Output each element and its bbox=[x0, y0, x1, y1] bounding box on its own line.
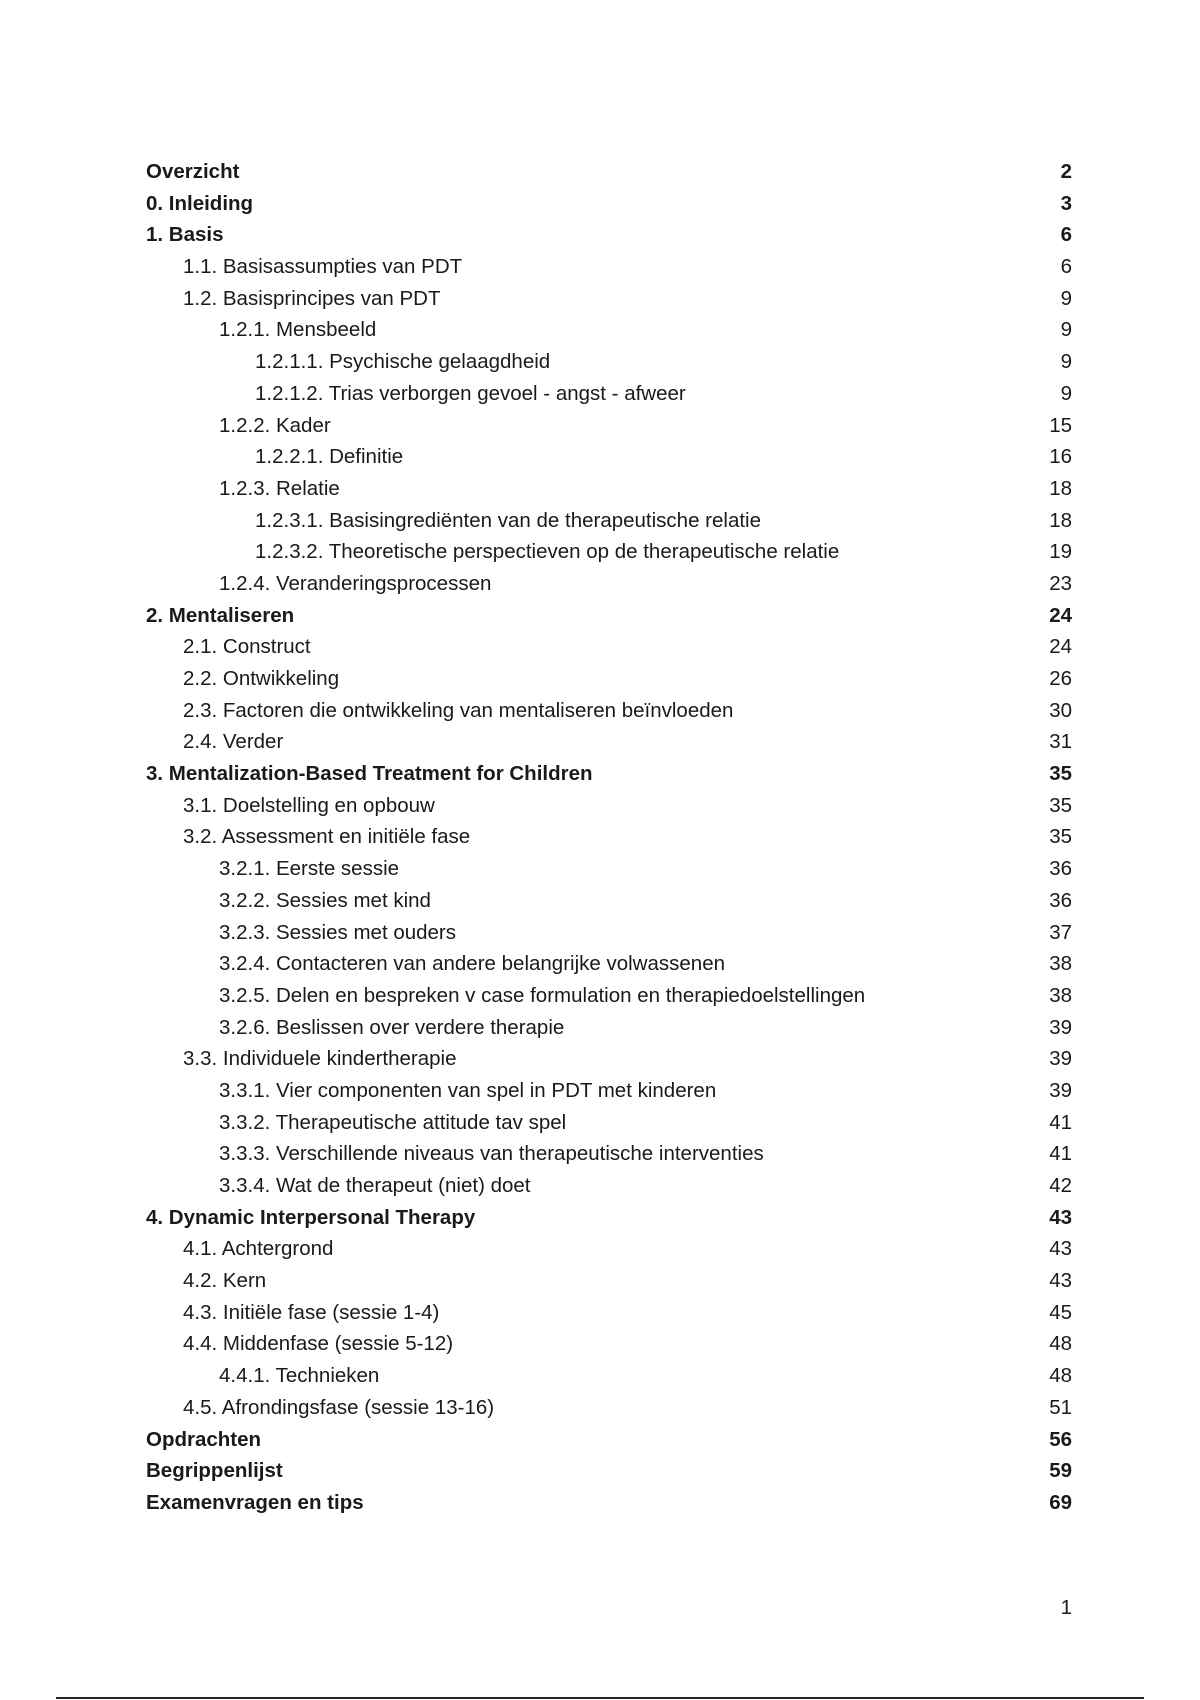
toc-entry[interactable] bbox=[146, 1202, 1072, 1234]
toc-entry-title: Overzicht bbox=[146, 160, 240, 183]
toc-entry-page: 38 bbox=[1049, 983, 1072, 1007]
toc-entry-page: 35 bbox=[1049, 825, 1072, 849]
toc-entry-page: 48 bbox=[1049, 1332, 1072, 1356]
toc-entry[interactable] bbox=[146, 441, 1072, 473]
toc-entry[interactable] bbox=[146, 505, 1072, 537]
toc-entry[interactable] bbox=[146, 663, 1072, 695]
toc-entry-page: 69 bbox=[1049, 1490, 1072, 1514]
toc-entry[interactable] bbox=[146, 758, 1072, 790]
toc-entry-page: 35 bbox=[1049, 793, 1072, 817]
toc-entry-page: 9 bbox=[1060, 318, 1072, 342]
table-of-contents bbox=[146, 156, 1072, 1519]
toc-entry-title: 4.3. Initiële fase (sessie 1-4) bbox=[183, 1300, 440, 1324]
toc-entry[interactable] bbox=[146, 536, 1072, 568]
toc-entry-page: 35 bbox=[1049, 762, 1072, 786]
toc-entry[interactable] bbox=[146, 948, 1072, 980]
toc-entry[interactable] bbox=[146, 821, 1072, 853]
toc-entry-page: 36 bbox=[1049, 888, 1072, 912]
toc-entry[interactable] bbox=[146, 1487, 1072, 1519]
toc-entry[interactable] bbox=[146, 1455, 1072, 1487]
toc-entry-title: 1.2.3.1. Basisingrediënten van de therapeutische relatie bbox=[255, 508, 762, 532]
toc-entry-title: 2.2. Ontwikkeling bbox=[183, 667, 340, 690]
toc-entry-title: 2.1. Construct bbox=[183, 635, 311, 659]
toc-entry-page: 15 bbox=[1049, 413, 1072, 437]
toc-entry-title: 4.4. Middenfase (sessie 5-12) bbox=[183, 1332, 454, 1356]
toc-entry[interactable] bbox=[146, 600, 1072, 632]
toc-entry-page: 41 bbox=[1049, 1110, 1072, 1134]
toc-entry[interactable] bbox=[146, 346, 1072, 378]
toc-entry[interactable] bbox=[146, 1107, 1072, 1139]
toc-entry[interactable] bbox=[146, 473, 1072, 505]
toc-entry-title: Examenvragen en tips bbox=[146, 1490, 364, 1514]
toc-entry-page: 9 bbox=[1060, 381, 1072, 405]
toc-entry-page: 23 bbox=[1049, 571, 1072, 595]
toc-entry-page: 42 bbox=[1049, 1174, 1072, 1197]
toc-entry-page: 48 bbox=[1049, 1364, 1072, 1388]
toc-entry[interactable] bbox=[146, 1328, 1072, 1360]
toc-entry-page: 30 bbox=[1049, 698, 1072, 722]
toc-entry[interactable] bbox=[146, 1138, 1072, 1170]
toc-entry-page: 3 bbox=[1060, 191, 1072, 215]
toc-entry[interactable] bbox=[146, 1012, 1072, 1044]
toc-entry-title: 4.2. Kern bbox=[183, 1269, 267, 1293]
toc-entry[interactable] bbox=[146, 1170, 1072, 1202]
toc-entry[interactable] bbox=[146, 1075, 1072, 1107]
toc-entry-page: 18 bbox=[1049, 476, 1072, 500]
toc-entry-title: 3.3.2. Therapeutische attitude tav spel bbox=[219, 1110, 567, 1134]
toc-entry-page: 36 bbox=[1049, 857, 1072, 881]
toc-entry-title: 1.2.1.1. Psychische gelaagdheid bbox=[255, 350, 551, 374]
toc-entry[interactable] bbox=[146, 790, 1072, 822]
toc-entry-title: 1.2.1. Mensbeeld bbox=[219, 318, 377, 342]
toc-entry-title: 1.2.2.1. Definitie bbox=[255, 445, 404, 469]
toc-entry[interactable] bbox=[146, 631, 1072, 663]
toc-entry-page: 16 bbox=[1049, 445, 1072, 469]
toc-entry[interactable] bbox=[146, 156, 1072, 188]
toc-entry[interactable] bbox=[146, 695, 1072, 727]
toc-entry-page: 26 bbox=[1049, 667, 1072, 690]
toc-entry-title: 3.3.1. Vier componenten van spel in PDT met kinderen bbox=[219, 1078, 717, 1102]
toc-entry-title: 2.3. Factoren die ontwikkeling van mentaliseren beïnvloeden bbox=[183, 698, 734, 722]
toc-entry[interactable] bbox=[146, 1233, 1072, 1265]
toc-entry-title: 4.5. Afrondingsfase (sessie 13-16) bbox=[183, 1395, 495, 1419]
toc-entry-page: 9 bbox=[1060, 350, 1072, 374]
toc-entry-title: 3.2.2. Sessies met kind bbox=[219, 888, 431, 912]
toc-entry-page: 37 bbox=[1049, 920, 1072, 944]
toc-entry-title: 3.2.5. Delen en bespreken v case formulation en therapiedoelstellingen bbox=[219, 983, 866, 1007]
toc-entry-page: 24 bbox=[1049, 635, 1072, 659]
toc-entry-page: 6 bbox=[1060, 223, 1072, 247]
toc-entry-page: 24 bbox=[1049, 603, 1072, 627]
toc-entry-title: 3.3.3. Verschillende niveaus van therapeutische interventies bbox=[219, 1142, 764, 1166]
toc-entry[interactable] bbox=[146, 1265, 1072, 1297]
toc-entry[interactable] bbox=[146, 726, 1072, 758]
toc-entry[interactable] bbox=[146, 378, 1072, 410]
toc-entry-page: 59 bbox=[1049, 1459, 1072, 1483]
toc-entry-title: 3.2.3. Sessies met ouders bbox=[219, 920, 457, 944]
toc-entry[interactable] bbox=[146, 251, 1072, 283]
toc-entry-title: 3.2. Assessment en initiële fase bbox=[183, 825, 471, 849]
toc-entry-title: 2.4. Verder bbox=[183, 730, 284, 754]
toc-entry-title: Opdrachten bbox=[146, 1427, 262, 1451]
toc-entry-page: 41 bbox=[1049, 1142, 1072, 1166]
toc-entry[interactable] bbox=[146, 885, 1072, 917]
toc-entry-page: 19 bbox=[1049, 540, 1072, 564]
toc-entry[interactable] bbox=[146, 1043, 1072, 1075]
toc-entry-title: 3.3.4. Wat de therapeut (niet) doet bbox=[219, 1174, 531, 1197]
toc-entry-page: 6 bbox=[1060, 255, 1072, 279]
toc-entry-page: 43 bbox=[1049, 1269, 1072, 1293]
toc-entry-title: 1.1. Basisassumpties van PDT bbox=[183, 255, 463, 279]
toc-entry-title: 3.1. Doelstelling en opbouw bbox=[183, 793, 435, 817]
toc-entry-page: 2 bbox=[1060, 160, 1072, 183]
toc-entry[interactable] bbox=[146, 188, 1072, 220]
toc-entry[interactable] bbox=[146, 568, 1072, 600]
toc-entry-page: 43 bbox=[1049, 1237, 1072, 1261]
toc-entry-title: 1.2.4. Veranderingsprocessen bbox=[219, 571, 492, 595]
toc-entry-title: 3.2.6. Beslissen over verdere therapie bbox=[219, 1015, 565, 1039]
toc-entry-page: 45 bbox=[1049, 1300, 1072, 1324]
toc-entry-title: 1.2.2. Kader bbox=[219, 413, 331, 437]
toc-entry-page: 56 bbox=[1049, 1427, 1072, 1451]
toc-entry-page: 39 bbox=[1049, 1015, 1072, 1039]
toc-entry[interactable] bbox=[146, 410, 1072, 442]
toc-entry-page: 43 bbox=[1049, 1205, 1072, 1229]
toc-entry-title: 3.3. Individuele kindertherapie bbox=[183, 1047, 457, 1071]
toc-entry[interactable] bbox=[146, 283, 1072, 315]
toc-entry-title: Begrippenlijst bbox=[146, 1459, 283, 1483]
toc-entry-page: 39 bbox=[1049, 1078, 1072, 1102]
toc-entry-title: 0. Inleiding bbox=[146, 191, 254, 215]
toc-entry-page: 38 bbox=[1049, 952, 1072, 976]
toc-entry-title: 3. Mentalization-Based Treatment for Children bbox=[146, 762, 593, 786]
toc-entry-title: 2. Mentaliseren bbox=[146, 603, 295, 627]
toc-entry-title: 4.1. Achtergrond bbox=[183, 1237, 334, 1261]
page-number: 1 bbox=[1060, 1596, 1072, 1619]
toc-entry-title: 3.2.1. Eerste sessie bbox=[219, 857, 400, 881]
toc-entry-title: 1.2.3.2. Theoretische perspectieven op de therapeutische relatie bbox=[255, 540, 840, 564]
toc-entry[interactable] bbox=[146, 853, 1072, 885]
toc-entry[interactable] bbox=[146, 1360, 1072, 1392]
toc-entry[interactable] bbox=[146, 980, 1072, 1012]
toc-entry-title: 4. Dynamic Interpersonal Therapy bbox=[146, 1205, 476, 1229]
toc-entry[interactable] bbox=[146, 1297, 1072, 1329]
toc-entry[interactable] bbox=[146, 917, 1072, 949]
toc-entry-title: 1.2. Basisprincipes van PDT bbox=[183, 286, 441, 310]
page-bottom-edge bbox=[56, 1697, 1144, 1699]
toc-entry-title: 4.4.1. Technieken bbox=[219, 1364, 380, 1388]
toc-entry-title: 1.2.1.2. Trias verborgen gevoel - angst - afweer bbox=[255, 381, 686, 405]
toc-entry[interactable] bbox=[146, 314, 1072, 346]
toc-entry[interactable] bbox=[146, 219, 1072, 251]
toc-entry-page: 51 bbox=[1049, 1395, 1072, 1419]
toc-entry-page: 18 bbox=[1049, 508, 1072, 532]
toc-entry[interactable] bbox=[146, 1392, 1072, 1424]
toc-entry-title: 1.2.3. Relatie bbox=[219, 476, 340, 500]
toc-entry-page: 9 bbox=[1060, 286, 1072, 310]
toc-entry-page: 31 bbox=[1049, 730, 1072, 754]
toc-entry-title: 3.2.4. Contacteren van andere belangrijke volwassenen bbox=[219, 952, 725, 976]
toc-entry[interactable] bbox=[146, 1424, 1072, 1456]
toc-entry-title: 1. Basis bbox=[146, 223, 224, 247]
toc-entry-page: 39 bbox=[1049, 1047, 1072, 1071]
